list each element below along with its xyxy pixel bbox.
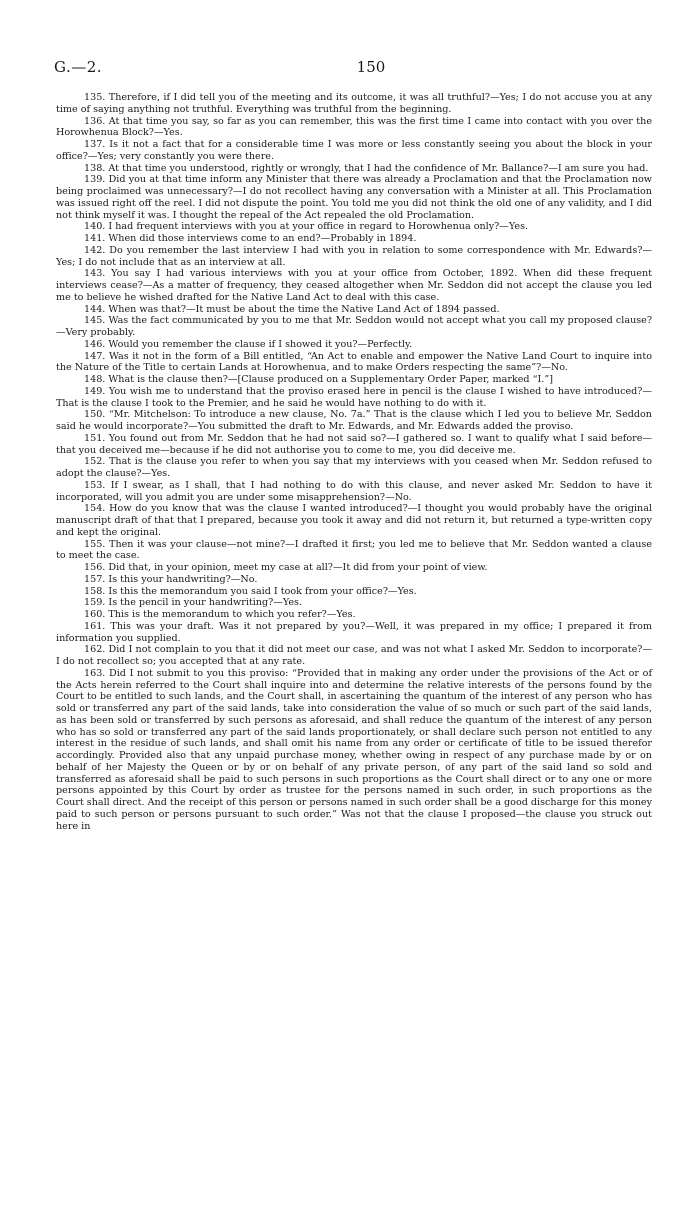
question-answer-paragraph: 137. Is it not a fact that for a considerable time I was more or less constantly seeing you about the block in your office?—Yes; very constantly you were there. — [56, 139, 652, 162]
question-answer-paragraph: 139. Did you at that time inform any Minister that there was already a Proclamation and that the Proclamation now being proclaimed was unnecessary?—I do not recollect having any conversation with a Minister at all. This Proclamation was issued right off the reel. I did not dispute the point. You told me you did not think the old one of any validity, and I did not think myself it was. I thought the repeal of the Act repealed the old Proclamation. — [56, 174, 652, 221]
transcript-body — [56, 92, 652, 832]
question-answer-paragraph: 138. At that time you understood, rightly or wrongly, that I had the confidence of Mr. Ballance?—I am sure you had. — [84, 162, 649, 174]
question-answer-paragraph: 145. Was the fact communicated by you to me that Mr. Seddon would not accept what you call my proposed clause?—Very probably. — [56, 315, 652, 338]
question-answer-paragraph: 163. Did I not submit to you this proviso: “Provided that in making any order under the provisions of the Act or of the Acts herein referred to the Court shall inquire into and determine the relative interests of the persons found by the Court to be entitled to such lands, and the Court shall, in ascertaining the quantum of the interest of any person who has sold or transferred any part of the said lands, take into consideration the value of so much or such part of the said lands, as has been sold or transferred by such persons as aforesaid, and shall reduce the quantum of the interest of any person who has so sold or transferred any part of the said lands proportionately, or shall declare such person not entitled to any interest in the residue of such lands, and shall omit his name from any order or certificate of title to be issued therefor accordingly. Provided also that any unpaid purchase money, whether owing in respect of any purchase made by or on behalf of her Majesty the Queen or by or on behalf of any private person, of any part of the said land so sold and transferred as aforesaid shall be paid to such persons in such proportions as the Court shall direct or to any one or more persons appointed by this Court by order as trustee for the persons named in such order, in such proportions as the Court shall direct. And the receipt of this person or persons named in such order shall be a good discharge for this money paid to such person or persons pursuant to such order.” Was not that the clause I proposed—the clause you struck out here in — [56, 667, 652, 832]
question-answer-paragraph: 136. At that time you say, so far as you can remember, this was the first time I came into contact with you over the Horowhenua Block?—Yes. — [56, 115, 652, 139]
question-answer-paragraph: 135. Therefore, if I did tell you of the meeting and its outcome, it was all truthful?—Yes; I do not accuse you at any time of saying anything not truthful. Everything was truthful from the beginning. — [56, 92, 652, 115]
question-answer-paragraph: 158. Is this the memorandum you said I took from your office?—Yes. — [84, 585, 417, 597]
question-answer-paragraph: 162. Did I not complain to you that it did not meet our case, and was not what I asked Mr. Seddon to incorporate?—I do not recollect so; you accepted that at any rate. — [56, 644, 652, 667]
question-answer-paragraph: 150. “Mr. Mitchelson: To introduce a new clause, No. 7a.” That is the clause which I led you to believe Mr. Seddon said he would incorporate?—You submitted the draft to Mr. Edwards, and Mr. Edwards added the proviso. — [56, 409, 652, 432]
question-answer-paragraph: 157. Is this your handwriting?—No. — [84, 573, 258, 585]
page-number: 150 — [356, 58, 386, 76]
question-answer-paragraph: 156. Did that, in your opinion, meet my case at all?—It did from your point of view. — [84, 562, 488, 573]
question-answer-paragraph: 153. If I swear, as I shall, that I had nothing to do with this clause, and never asked Mr. Seddon to have it incorporated, will you admit you are under some misapprehension?—No. — [56, 479, 652, 503]
question-answer-paragraph: 147. Was it not in the form of a Bill entitled, “An Act to enable and empower the Native Land Court to inquire into the Nature of the Title to certain Lands at Horowhenua, and to make Orders respecting the same”?—No. — [56, 350, 652, 374]
question-answer-paragraph: 140. I had frequent interviews with you at your office in regard to Horowhenua only?—Yes. — [84, 221, 529, 233]
question-answer-paragraph: 146. Would you remember the clause if I showed it you?—Perfectly. — [84, 338, 413, 350]
question-answer-paragraph: 161. This was your draft. Was it not prepared by you?—Well, it was prepared in my office; I prepared it from information you supplied. — [56, 620, 652, 644]
question-answer-paragraph: 141. When did those interviews come to an end?—Probably in 1894. — [84, 233, 417, 244]
question-answer-paragraph: 144. When was that?—It must be about the time the Native Land Act of 1894 passed. — [84, 303, 500, 315]
question-answer-paragraph: 151. You found out from Mr. Seddon that he had not said so?—I gathered so. I want to qualify what I said before—that you deceived me—because if he did not authorise you to come to me, you did deceive me. — [56, 432, 652, 456]
question-answer-paragraph: 160. This is the memorandum to which you refer?—Yes. — [84, 609, 356, 620]
question-answer-paragraph: 148. What is the clause then?—[Clause produced on a Supplementary Order Paper, marked “I.”] — [84, 374, 553, 385]
question-answer-paragraph: 154. How do you know that was the clause I wanted introduced?—I thought you would probably have the original manuscript draft of that that I prepared, because you took it away and did not return it, but returned a type-written copy and kept the original. — [56, 503, 652, 538]
question-answer-paragraph: 149. You wish me to understand that the proviso erased here in pencil is the clause I wished to have introduced?—That is the clause I took to the Premier, and he said he would have nothing to do with it. — [56, 385, 652, 409]
page-header — [54, 58, 646, 78]
question-answer-paragraph: 152. That is the clause you refer to when you say that my interviews with you ceased when Mr. Seddon refused to adopt the clause?—Yes. — [56, 456, 652, 479]
document-reference: G.—2. — [54, 58, 103, 76]
question-answer-paragraph: 142. Do you remember the last interview I had with you in relation to some correspondence with Mr. Edwards?—Yes; I do not include that as an interview at all. — [56, 244, 652, 268]
question-answer-paragraph: 143. You say I had various interviews with you at your office from October, 1892. When did these frequent interviews cease?—As a matter of frequency, they ceased altogether when Mr. Seddon did not accept the clause you led me to believe he wished drafted for the Native Land Act to deal with this case. — [56, 268, 652, 303]
question-answer-paragraph: 155. Then it was your clause—not mine?—I drafted it first; you led me to believe that Mr. Seddon wanted a clause to meet the case. — [56, 538, 652, 562]
question-answer-paragraph: 159. Is the pencil in your handwriting?—Yes. — [84, 597, 303, 609]
